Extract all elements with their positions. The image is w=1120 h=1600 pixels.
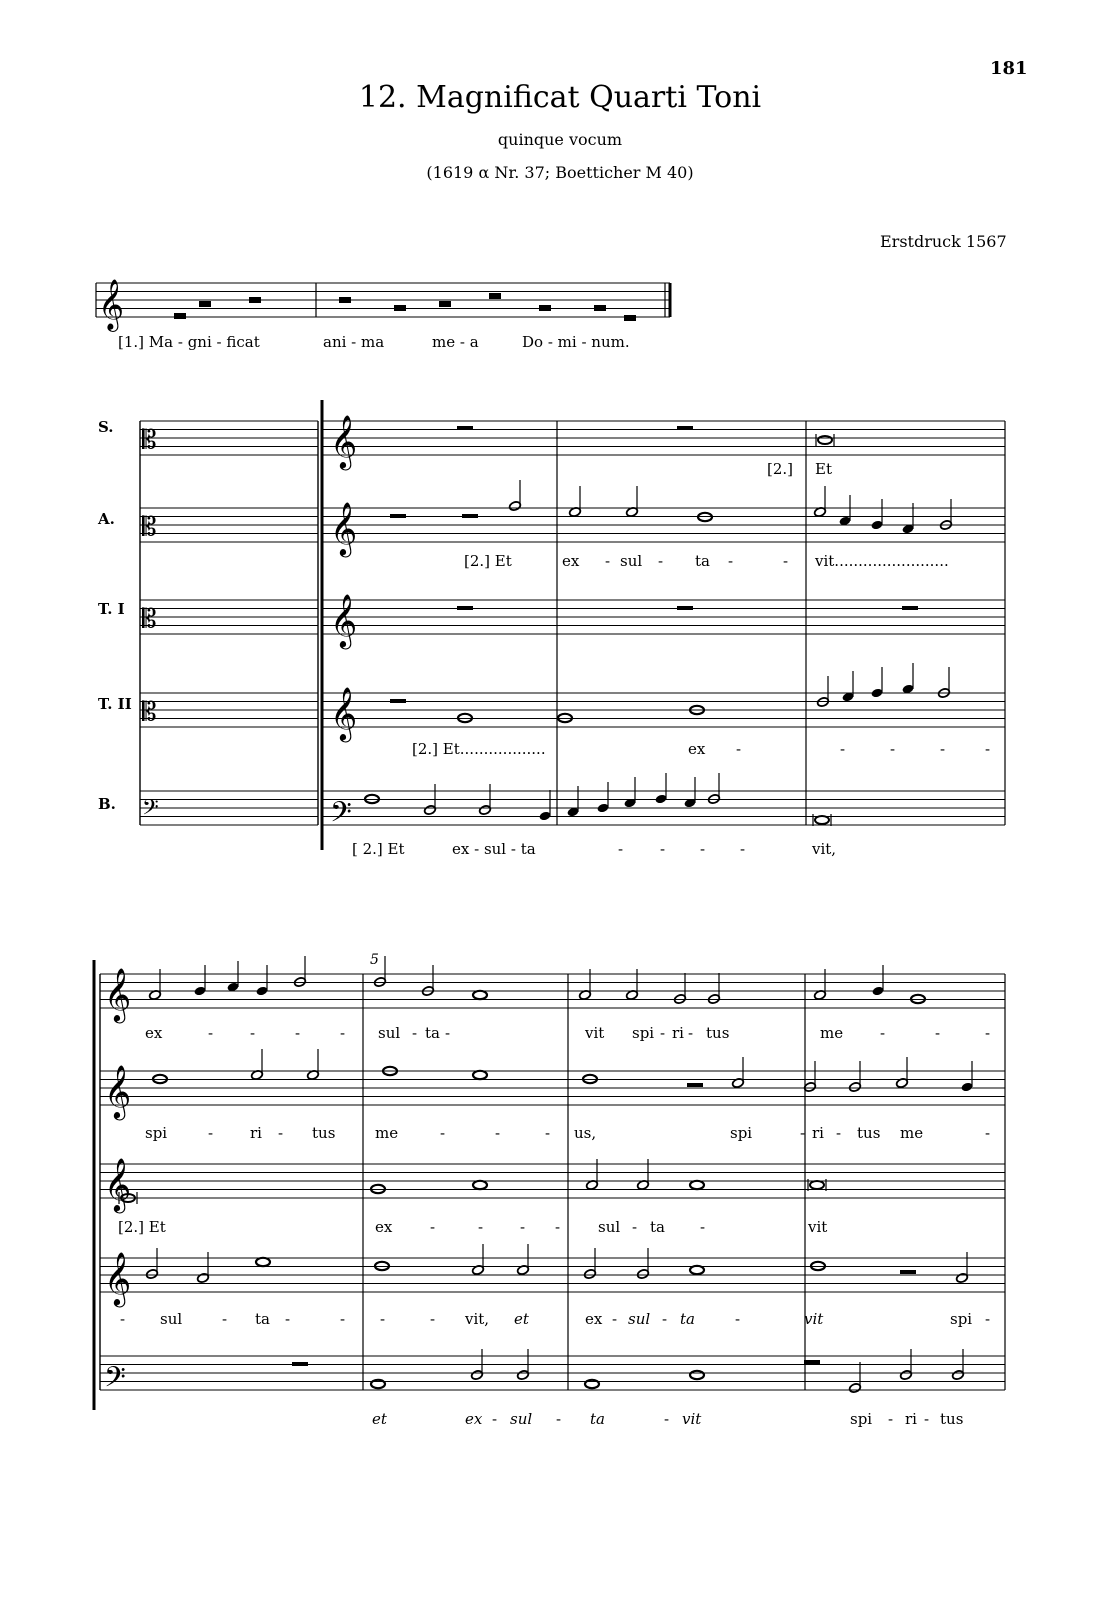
lyric-tenor2: vit <box>804 1310 824 1328</box>
lyric-tenor2: - <box>985 740 991 758</box>
c-clef-icon: 𝄡 <box>142 425 157 456</box>
lyric-tenor1: ex <box>375 1218 393 1236</box>
lyric-alto: - <box>728 552 734 570</box>
chant-note <box>439 301 451 307</box>
lyric-soprano: vit <box>585 1024 605 1042</box>
intonation-lyric: [1.] Ma - gni - ficat <box>118 333 260 351</box>
lyric-alto: us, <box>574 1124 597 1142</box>
piece-subtitle: quinque vocum <box>497 130 623 149</box>
voice-label-alto: A. <box>98 510 115 528</box>
rest-icon <box>900 1270 916 1274</box>
chant-note <box>339 297 351 303</box>
lyric-soprano: - <box>340 1024 346 1042</box>
bass-clef-icon: 𝄢 <box>142 795 159 826</box>
lyric-tenor1: - <box>520 1218 526 1236</box>
lyric-alto: - <box>278 1124 284 1142</box>
lyric-tenor2: - <box>940 740 946 758</box>
lyric-alto: - <box>783 552 789 570</box>
lyric-soprano: ta <box>425 1024 440 1042</box>
chant-note <box>594 305 606 311</box>
rest-icon <box>292 1362 308 1366</box>
lyric-bass: - <box>700 840 706 858</box>
lyric-soprano: [2.] <box>767 460 794 478</box>
lyric-alto: ri <box>250 1124 262 1142</box>
lyric-alto: spi <box>145 1124 168 1142</box>
lyric-tenor2: ta <box>680 1310 695 1328</box>
lyric-tenor2: - <box>430 1310 436 1328</box>
breve-note <box>815 816 829 824</box>
lyric-bass: - <box>492 1410 498 1428</box>
lyric-alto: - <box>605 552 611 570</box>
breve-note <box>818 436 832 444</box>
lyric-bass: - <box>618 840 624 858</box>
lyric-bass: ri <box>905 1410 917 1428</box>
lyric-soprano: - <box>688 1024 694 1042</box>
lyric-tenor2: - <box>736 740 742 758</box>
lyric-alto: sul <box>620 552 643 570</box>
lyric-alto: [2.] Et <box>464 552 512 570</box>
lyric-alto: me <box>375 1124 399 1142</box>
lyric-alto: - <box>800 1124 806 1142</box>
lyric-tenor2: - <box>840 740 846 758</box>
lyric-tenor2: sul <box>628 1310 651 1328</box>
c-clef-icon: 𝄡 <box>142 512 157 543</box>
lyric-tenor1: ta <box>650 1218 665 1236</box>
lyric-alto: ex <box>562 552 580 570</box>
lyric-tenor2: - <box>735 1310 741 1328</box>
lyric-alto: ta <box>695 552 710 570</box>
lyric-tenor2: - <box>985 1310 991 1328</box>
lyric-bass: spi <box>850 1410 873 1428</box>
lyric-alto: tus <box>857 1124 881 1142</box>
source-note: Erstdruck 1567 <box>880 232 1007 251</box>
lyric-tenor2: - <box>662 1310 668 1328</box>
lyric-bass: sul <box>510 1410 533 1428</box>
treble-clef-icon: 𝄞 <box>104 1157 132 1211</box>
lyric-bass: et <box>372 1410 387 1428</box>
lyric-soprano: Et <box>815 460 832 478</box>
chant-note <box>174 313 186 319</box>
lyric-soprano: - <box>250 1024 256 1042</box>
bass-clef-icon: 𝄢 <box>104 1361 126 1401</box>
lyric-bass: - <box>660 840 666 858</box>
treble-clef-icon: 𝄞 <box>104 1064 132 1118</box>
lyric-bass: [ 2.] Et <box>352 840 405 858</box>
lyric-bass: vit <box>682 1410 702 1428</box>
rest-icon <box>457 426 473 430</box>
rest-icon <box>390 514 406 518</box>
page-number: 181 <box>990 58 1028 79</box>
whole-note <box>256 1258 270 1266</box>
chant-note <box>489 293 501 299</box>
lyric-bass: - <box>740 840 746 858</box>
chant-note <box>394 305 406 311</box>
whole-note <box>473 991 487 999</box>
rest-icon <box>457 606 473 610</box>
treble-clef-icon: 𝄞 <box>330 414 358 468</box>
lyric-bass: tus <box>940 1410 964 1428</box>
lyric-soprano: - <box>660 1024 666 1042</box>
lyric-soprano: - <box>445 1024 451 1042</box>
voice-label-soprano: S. <box>98 418 114 436</box>
lyric-alto: me <box>900 1124 924 1142</box>
lyric-soprano: me <box>820 1024 844 1042</box>
lyric-tenor2: spi <box>950 1310 973 1328</box>
lyric-bass: vit, <box>812 840 837 858</box>
lyric-alto: vit........................ <box>815 552 949 570</box>
whole-note <box>473 1071 487 1079</box>
lyric-soprano: - <box>880 1024 886 1042</box>
rest-icon <box>677 426 693 430</box>
treble-clef-icon: 𝄞 <box>330 593 358 647</box>
rest-icon <box>804 1360 820 1364</box>
lyric-soprano: - <box>412 1024 418 1042</box>
chant-note <box>249 297 261 303</box>
lyric-alto: - <box>836 1124 842 1142</box>
whole-note <box>473 1181 487 1189</box>
lyric-alto: tus <box>312 1124 336 1142</box>
lyric-tenor1: - <box>478 1218 484 1236</box>
lyric-soprano: tus <box>706 1024 730 1042</box>
c-clef-icon: 𝄡 <box>142 604 157 635</box>
rest-icon <box>677 606 693 610</box>
voice-label-tenor1: T. I <box>98 600 125 618</box>
lyric-bass: - <box>888 1410 894 1428</box>
rest-icon <box>902 606 918 610</box>
lyric-soprano: - <box>985 1024 991 1042</box>
lyric-alto: - <box>985 1124 991 1142</box>
lyric-tenor1: [2.] Et <box>118 1218 166 1236</box>
lyric-tenor2: ta <box>255 1310 270 1328</box>
treble-clef-icon: 𝄞 <box>104 1251 132 1305</box>
lyric-alto: - <box>658 552 664 570</box>
lyric-bass: - <box>664 1410 670 1428</box>
treble-clef-icon: 𝄞 <box>98 279 125 330</box>
lyric-tenor2: - <box>890 740 896 758</box>
c-clef-icon: 𝄡 <box>142 697 157 728</box>
breve-note <box>810 1181 824 1189</box>
lyric-alto: - <box>440 1124 446 1142</box>
voice-label-tenor2: T. II <box>98 695 132 713</box>
piece-title: 12. Magnificat Quarti Toni <box>358 80 762 115</box>
rest-icon <box>390 699 406 703</box>
lyric-tenor1: vit <box>808 1218 828 1236</box>
lyric-tenor2: vit, <box>465 1310 490 1328</box>
whole-note <box>690 1371 704 1379</box>
lyric-tenor2: - <box>612 1310 618 1328</box>
lyric-tenor2: - <box>380 1310 386 1328</box>
lyric-soprano: spi <box>632 1024 655 1042</box>
lyric-soprano: ri <box>672 1024 684 1042</box>
intonation-lyric: me - a <box>432 333 479 351</box>
lyric-tenor1: - <box>555 1218 561 1236</box>
lyric-bass: ta <box>590 1410 605 1428</box>
catalog-reference: (1619 α Nr. 37; Boetticher M 40) <box>426 163 694 182</box>
treble-clef-icon: 𝄞 <box>330 501 358 555</box>
intonation-lyric: ani - ma <box>323 333 385 351</box>
chant-note <box>624 315 636 321</box>
chant-note <box>199 301 211 307</box>
voice-label-bass: B. <box>98 795 116 813</box>
lyric-tenor1: - <box>632 1218 638 1236</box>
treble-clef-icon: 𝄞 <box>104 967 132 1021</box>
lyric-tenor1: sul <box>598 1218 621 1236</box>
whole-note <box>690 1266 704 1274</box>
lyric-bass: ex <box>465 1410 483 1428</box>
lyric-alto: - <box>208 1124 214 1142</box>
lyric-alto: ri <box>812 1124 824 1142</box>
lyric-tenor2: et <box>514 1310 529 1328</box>
lyric-tenor1: - <box>430 1218 436 1236</box>
lyric-alto: - <box>495 1124 501 1142</box>
lyric-tenor2: ex <box>585 1310 603 1328</box>
bass-clef-icon: 𝄢 <box>330 796 352 836</box>
lyric-bass: - <box>924 1410 930 1428</box>
lyric-alto: - <box>545 1124 551 1142</box>
lyric-tenor2: - <box>285 1310 291 1328</box>
intonation-lyric: Do - mi - num. <box>522 333 630 351</box>
lyric-soprano: sul <box>378 1024 401 1042</box>
lyric-soprano: - <box>208 1024 214 1042</box>
lyric-tenor1: - <box>700 1218 706 1236</box>
lyric-tenor2: ex <box>688 740 706 758</box>
treble-clef-icon: 𝄞 <box>330 686 358 740</box>
rest-icon <box>462 514 478 518</box>
measure-number: 5 <box>370 952 379 968</box>
lyric-tenor2: - <box>120 1310 126 1328</box>
whole-note <box>690 1181 704 1189</box>
lyric-tenor2: sul <box>160 1310 183 1328</box>
lyric-tenor2: - <box>340 1310 346 1328</box>
lyric-bass: - <box>556 1410 562 1428</box>
chant-note <box>539 305 551 311</box>
rest-icon <box>687 1083 703 1087</box>
lyric-tenor2: - <box>222 1310 228 1328</box>
lyric-tenor2: [2.] Et.................. <box>412 740 546 758</box>
lyric-bass: ex - sul - ta <box>452 840 536 858</box>
lyric-soprano: - <box>295 1024 301 1042</box>
lyric-soprano: ex <box>145 1024 163 1042</box>
lyric-alto: spi <box>730 1124 753 1142</box>
lyric-soprano: - <box>935 1024 941 1042</box>
